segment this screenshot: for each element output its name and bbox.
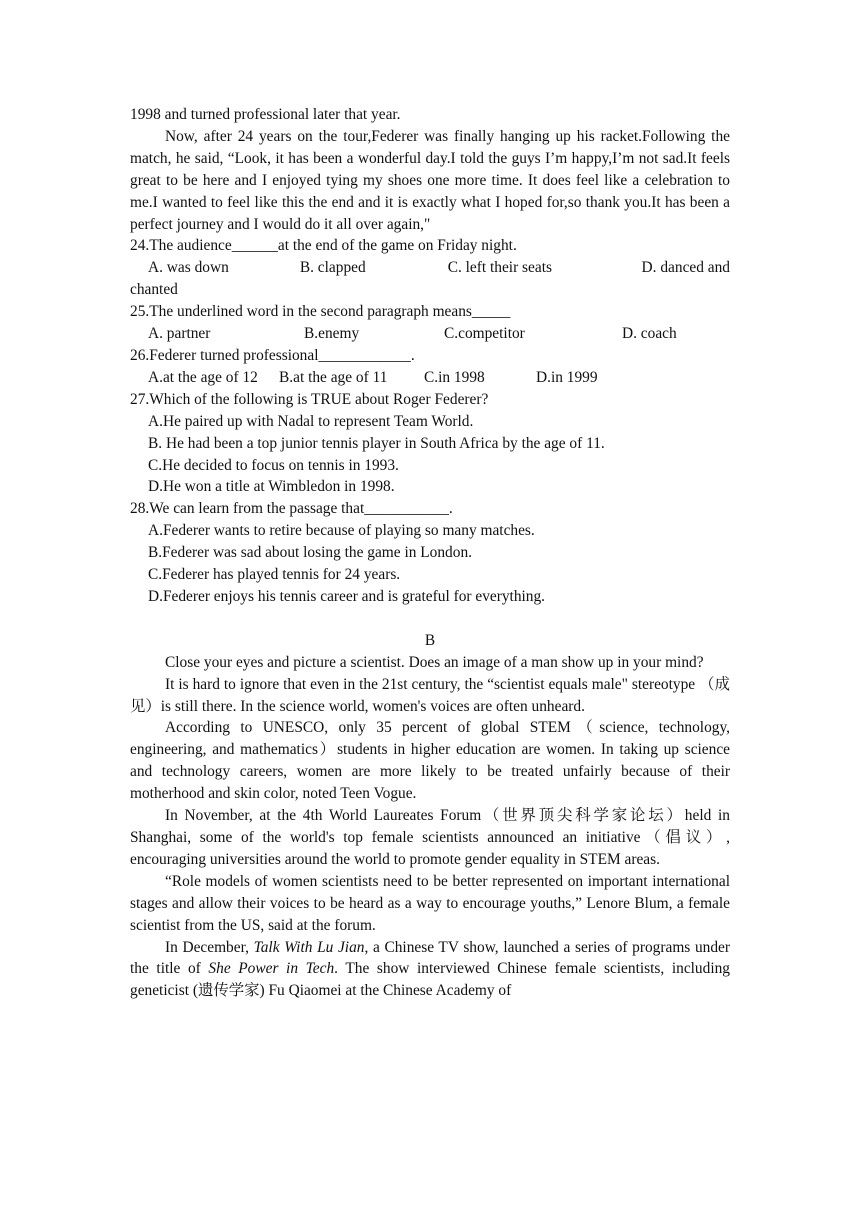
passage-a-paragraph-1-tail: 1998 and turned professional later that year. (130, 106, 401, 123)
p6-text-end: . The show interviewed Chinese female scientists, including geneticist (遗传学家) Fu Qiaomei at the Chinese Academy of (130, 960, 730, 1000)
q28-option-d: D.Federer enjoys his tennis career and is grateful for everything. (148, 587, 546, 605)
q28-option-a: A.Federer wants to retire because of playing so many matches. (148, 522, 535, 540)
q25-option-c: C.competitor (444, 325, 525, 343)
question-25-stem: 25.The underlined word in the second paragraph means_____ (130, 303, 511, 321)
q26-option-a: A.at the age of 12 (148, 368, 258, 386)
passage-b-paragraph-4: In November, at the 4th World Laureates Forum（世界顶尖科学家论坛）held in Shanghai, some of the world's top female scientists announced an initiative（倡议）, encouraging universities around the world to promote gender equality in STEM areas. (130, 807, 730, 868)
q26-option-c: C.in 1998 (424, 368, 485, 386)
question-26-options (130, 367, 730, 389)
passage-b-paragraph-6 (130, 937, 730, 1003)
q24-option-d: D. danced and (641, 259, 730, 277)
q28-blank: ___________. (364, 500, 453, 518)
series-title: She Power in Tech (208, 960, 335, 978)
question-25-options (130, 323, 730, 345)
p6-text-middle: , a Chinese TV show, launched a series of programs under the title of (130, 938, 730, 978)
q27-option-b: B. He had been a top junior tennis player in South Africa by the age of 11. (148, 434, 605, 452)
q26-stem-text: 26.Federer turned professional (130, 346, 319, 364)
section-spacer (130, 608, 730, 630)
q27-option-c: C.He decided to focus on tennis in 1993. (148, 456, 399, 474)
passage-b-paragraph-2: It is hard to ignore that even in the 21st century, the “scientist equals male" stereotype （成见）is still there. In the science world, women's voices are often unheard. (130, 675, 730, 715)
passage-b-paragraph-3: According to UNESCO, only 35 percent of global STEM（science, technology, engineering, and mathematics）students in higher education are women. In taking up science and technology careers, women are more likely to be treated unfairly because of their motherhood and skin color, noted Teen Vogue. (130, 719, 730, 803)
question-28-stem (130, 498, 730, 520)
q28-option-b: B.Federer was sad about losing the game in London. (148, 544, 472, 562)
q24-stem-start: 24.The audience (130, 237, 232, 255)
question-27-stem: 27.Which of the following is TRUE about Roger Federer? (130, 390, 489, 408)
q26-option-d: D.in 1999 (536, 368, 598, 386)
q24-blank: ______ (231, 237, 278, 255)
passage-b-paragraph-1: Close your eyes and picture a scientist. Does an image of a man show up in your mind? (165, 653, 704, 671)
q26-option-b: B.at the age of 11 (279, 368, 388, 386)
q28-option-c: C.Federer has played tennis for 24 years. (148, 566, 401, 584)
q27-option-d: D.He won a title at Wimbledon in 1998. (148, 478, 395, 496)
passage-b-heading: B (424, 631, 436, 649)
q24-option-c: C. left their seats (447, 259, 552, 277)
q25-option-d: D. coach (622, 325, 677, 343)
document-page (130, 104, 730, 1002)
question-24-stem (130, 235, 730, 257)
q24-stem-end: at the end of the game on Friday night. (277, 237, 517, 255)
passage-b-paragraph-5: “Role models of women scientists need to be better represented on important international stages and allow their voices to be heard as a way to encourage youths,” Lenore Blum, a female scientist from the US, said at the forum. (130, 872, 730, 934)
q28-stem-text: 28.We can learn from the passage that (130, 500, 365, 518)
question-24-options (130, 257, 730, 279)
q24-option-d-continued: chanted (130, 281, 178, 299)
q27-option-a: A.He paired up with Nadal to represent Team World. (148, 412, 474, 430)
q24-option-b: B. clapped (299, 259, 366, 277)
q26-blank: ____________. (318, 346, 415, 364)
passage-a-paragraph-2: Now, after 24 years on the tour,Federer was finally hanging up his racket.Following the match, he said, “Look, it has been a wonderful day.I told the guys I’m happy,I’m not sad.It feels great to be here and I enjoyed tying my shoes one more time. It does feel like a celebration to me.I wanted to feel like this the end and it is exactly what I hoped for,so thank you.It has been a perfect journey and I would do it all over again," (130, 127, 730, 233)
q25-option-a: A. partner (148, 325, 211, 343)
q25-option-b: B.enemy (304, 325, 360, 343)
p6-text-start: In December, (165, 938, 254, 956)
question-26-stem (130, 345, 730, 367)
q24-option-a: A. was down (148, 259, 229, 277)
tv-show-title: Talk With Lu Jian (253, 938, 365, 956)
